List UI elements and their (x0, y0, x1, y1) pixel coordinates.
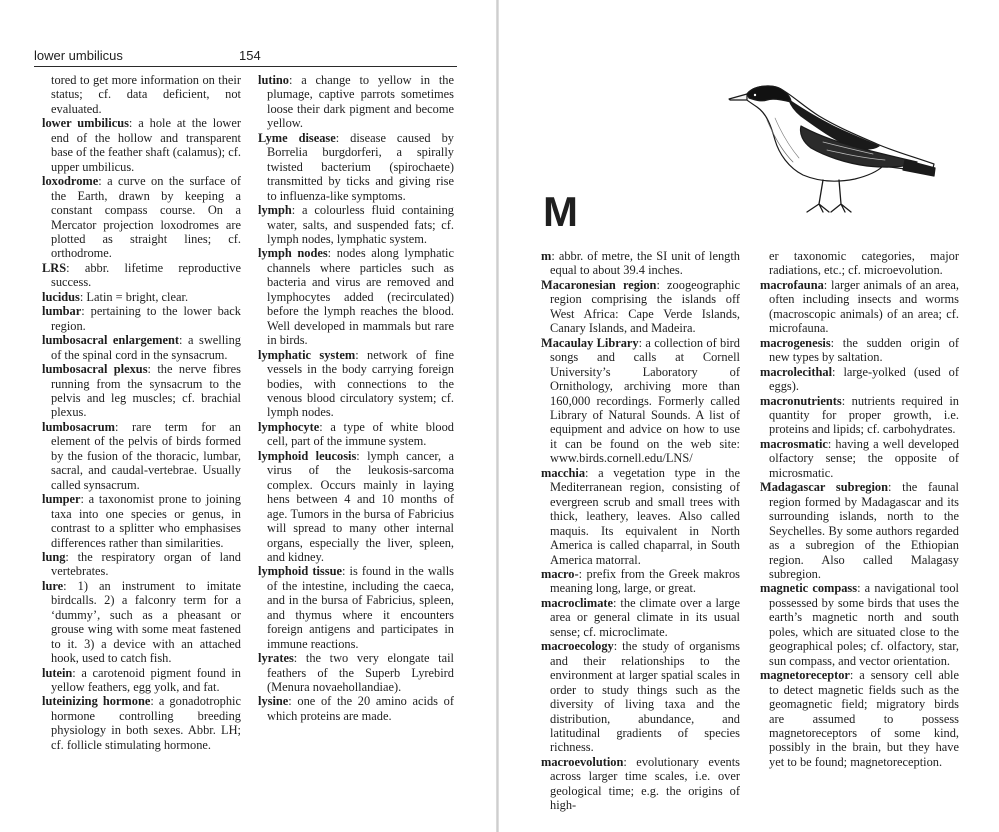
dictionary-entry (541, 249, 740, 278)
entry-headword: LRS (42, 260, 67, 275)
dictionary-entry (760, 668, 959, 769)
entry-definition: : a taxonomist prone to joining taxa into one species or genus, in contrast to a splitter who emphasises differences rather than similarities. (51, 492, 241, 550)
entry-headword: lung (42, 549, 66, 564)
entry-definition: er taxonomic categories, major radiations, etc.; cf. microevolution. (769, 249, 959, 278)
dictionary-entry (42, 73, 241, 116)
entry-headword: magnetoreceptor (760, 668, 850, 683)
right-column-1 (541, 249, 740, 813)
dictionary-entry (258, 73, 454, 131)
dictionary-entry (42, 261, 241, 290)
entry-definition: tored to get more information on their status; cf. data deficient, not evaluated. (51, 73, 241, 116)
dictionary-entry (760, 480, 959, 581)
running-head-headword: lower umbilicus (34, 48, 123, 63)
dictionary-entry (42, 694, 241, 752)
right-column-2 (760, 249, 959, 769)
entry-definition: : the sudden origin of new types by saltation. (769, 335, 959, 365)
dictionary-entry (760, 249, 959, 278)
entry-definition: : larger animals of an area, often including insects and worms (macroscopic animals) of an area; cf. microfauna. (769, 277, 959, 336)
dictionary-entry (760, 394, 959, 437)
dictionary-entry (42, 304, 241, 333)
section-letter: M (543, 188, 579, 235)
dictionary-entry (760, 278, 959, 336)
dictionary-entry (258, 131, 454, 203)
entry-headword: macronutrients (760, 393, 842, 408)
dictionary-entry (42, 333, 241, 362)
entry-definition: : a change to yellow in the plumage, captive parrots sometimes loose their dark pigment and become yellow. (267, 73, 454, 131)
entry-headword: lymphatic system (258, 347, 356, 362)
entry-definition: : the study of organisms and their relationships to the environment at larger spatial scales in order to study things such as the diversity of living taxa and the distribution, abundance, and latitudinal gradients of species richness. (550, 639, 740, 755)
entry-headword: lumper (42, 492, 81, 507)
entry-definition: : abbr. of metre, the SI unit of length equal to about 39.4 inches. (550, 249, 740, 278)
dictionary-entry (258, 246, 454, 347)
entry-definition: : rare term for an element of the pelvis of birds formed by the fusion of the thoracic, lumbar, sacral, and caudal-vertebrae. Usually called synsacrum. (51, 419, 241, 492)
dictionary-entry (42, 420, 241, 492)
entry-definition: : a navigational tool possessed by some birds that uses the earth’s magnetic north and south poles, which are situated close to the geographical poles; cf. olfactory, star, sun compass, and vector orientation. (769, 581, 959, 668)
left-page (0, 0, 496, 832)
dictionary-entry (42, 666, 241, 695)
dictionary-entry (258, 564, 454, 651)
entry-definition: : zoogeographic region comprising the islands off West Africa: Cape Verde Islands, Canary Islands, and Madeira. (550, 277, 740, 336)
entry-headword: macro- (541, 566, 579, 581)
entry-headword: macrosmatic (760, 436, 828, 451)
entry-headword: lumbar (42, 304, 82, 319)
entry-definition: : a gonadotrophic hormone controlling breeding physiology in both sexes. Abbr. LH; cf. follicle stimulating hormone. (51, 694, 242, 752)
entry-headword: lymphoid tissue (258, 564, 342, 579)
entry-headword: luteinizing hormone (42, 694, 151, 709)
entry-definition: : the nerve fibres running from the synsacrum to the pelvis and leg muscles; cf. brachial plexus. (51, 362, 241, 420)
dictionary-entry (541, 466, 740, 567)
running-head (34, 46, 457, 67)
dictionary-entry (760, 336, 959, 365)
entry-definition: : pertaining to the lower back region. (51, 304, 241, 333)
dictionary-entry (541, 755, 740, 813)
entry-headword: lower umbilicus (42, 116, 129, 131)
dictionary-entry (42, 550, 241, 579)
entry-headword: lymphocyte (258, 419, 320, 434)
dictionary-entry (258, 348, 454, 420)
dictionary-entry (42, 174, 241, 261)
entry-headword: macroevolution (541, 754, 624, 769)
dictionary-entry (541, 336, 740, 466)
dictionary-entry (42, 290, 241, 304)
entry-headword: lymph (258, 203, 292, 218)
entry-headword: lutino (258, 73, 289, 87)
entry-definition: : 1) an instrument to imitate birdcalls. 2) a falconry term for a ‘dummy’, such as a pheasant or grouse wing with some meat fastened to it. 3) a device with an attached hook, used to catch fish. (51, 578, 241, 666)
dictionary-entry (541, 278, 740, 336)
dictionary-entry (541, 639, 740, 755)
entry-definition: : disease caused by Borrelia burgdorferi, a spirally twisted bacterium (spirochaete) transmitted by ticks and giving rise to influenza-like symptoms. (267, 130, 454, 203)
dictionary-entry (258, 420, 454, 449)
entry-definition: : a type of white blood cell, part of the immune system. (267, 419, 454, 449)
entry-headword: lymphoid leucosis (258, 448, 357, 463)
entry-definition: : the climate over a large area or general climate in its usual sense; cf. microclimate. (550, 595, 740, 639)
entry-headword: Lyme disease (258, 130, 336, 145)
entry-headword: lucidus (42, 289, 80, 304)
dictionary-entry (42, 579, 241, 666)
entry-definition: : a curve on the surface of the Earth, drawn by keeping a constant compass course. On a Mercator projection loxodromes are plotted as straight lines; cf. orthodrome. (51, 174, 241, 261)
entry-headword: macrogenesis (760, 335, 831, 350)
entry-definition: : abbr. lifetime reproductive success. (51, 260, 241, 290)
entry-definition: : a hole at the lower end of the hollow and transparent base of the feather shaft (calamus); cf. upper umbilicus. (51, 116, 241, 174)
dictionary-entry (541, 596, 740, 639)
entry-definition: : lymph cancer, a virus of the leukosis-sarcoma complex. Occurs mainly in laying hens between 4 and 10 months of age. Tumors in the bursa of Fabricius will spread to many other internal organs, especially the liver, spleen, and kidney. (267, 448, 454, 564)
entry-headword: loxodrome (42, 174, 99, 189)
dictionary-entry (258, 694, 454, 723)
entry-definition: : is found in the walls of the intestine, including the caeca, and in the bursa of Fabricius, spleen, and thymus where it encounters foreign antigens and participates in immune reactions. (267, 564, 454, 651)
entry-definition: : a sensory cell able to detect magnetic fields such as the geomagnetic field; migratory birds are assumed to possess magnetoreceptors of some kind, possibly in the brain, but they have yet to be found; magnetoreception. (769, 668, 959, 769)
entry-headword: lyrates (258, 651, 294, 666)
dictionary-entry (760, 437, 959, 480)
entry-headword: macrofauna (760, 277, 824, 292)
entry-definition: : large-yolked (used of eggs). (769, 364, 959, 394)
entry-definition: : nutrients required in quantity for proper growth, i.e. proteins and lipids; cf. carbohydrates. (769, 393, 959, 437)
entry-definition: : Latin = bright, clear. (79, 289, 189, 304)
entry-definition: : the two very elongate tail feathers of the Superb Lyrebird (Menura novaehollandiae). (267, 651, 454, 695)
entry-definition: : the respiratory organ of land vertebrates. (51, 549, 241, 579)
bird-illustration-icon (727, 80, 939, 220)
entry-definition: : the faunal region formed by Madagascar and its surrounding islands, north to the Seychelles. By some authors regarded as a subregion of the Ethiopian region. Also called Malagasy subregion. (769, 480, 959, 581)
entry-definition: : network of fine vessels in the body carrying foreign bodies, with connections to the venous blood circulatory system; cf. lymph nodes. (267, 347, 454, 420)
entry-definition: : a swelling of the spinal cord in the synsacrum. (51, 333, 241, 362)
entry-headword: lure (42, 578, 64, 593)
left-column-2 (258, 73, 454, 723)
entry-definition: : evolutionary events across larger time scales, i.e. over geological time; e.g. the origins of high- (550, 754, 740, 813)
entry-headword: Macaronesian region (541, 277, 657, 292)
left-column-1 (42, 73, 241, 752)
entry-headword: lumbosacral plexus (42, 362, 148, 377)
dictionary-entry (42, 362, 241, 420)
entry-headword: Madagascar subregion (760, 480, 888, 495)
entry-definition: : a vegetation type in the Mediterranean region, consisting of evergreen scrub and small trees with thick, leathery, leaves. Also called maquis. Its equivalent in North America is called chaparral, in South America matorral. (550, 465, 740, 567)
entry-headword: lumbosacral enlargement (42, 333, 179, 348)
entry-definition: : prefix from the Greek makros meaning long, large, or great. (550, 566, 740, 596)
entry-definition: : one of the 20 amino acids of which proteins are made. (267, 694, 454, 723)
entry-headword: macrolecithal (760, 364, 833, 379)
entry-headword: lumbosacrum (42, 419, 115, 434)
entry-headword: lysine (258, 694, 289, 709)
dictionary-entry (541, 567, 740, 596)
entry-headword: Macaulay Library (541, 335, 639, 350)
entry-headword: lymph nodes (258, 246, 328, 261)
dictionary-entry (258, 651, 454, 694)
dictionary-entry (258, 203, 454, 246)
entry-headword: macchia (541, 465, 586, 480)
entry-definition: : a colourless fluid containing water, salts, and suspended fats; cf. lymph nodes, lymphatic system. (267, 203, 454, 246)
dictionary-entry (42, 116, 241, 174)
entry-definition: : nodes along lymphatic channels where particles such as bacteria and virus are removed and lymphocytes added (recirculated) before the lymph reaches the blood. Well developed in mammals but rare in birds. (267, 246, 454, 348)
right-page (499, 0, 999, 832)
page-number: 154 (239, 48, 261, 63)
entry-headword: macroclimate (541, 595, 614, 610)
entry-headword: magnetic compass (760, 581, 858, 596)
entry-definition: : having a well developed olfactory sense; the opposite of microsmatic. (769, 436, 959, 480)
dictionary-entry (258, 449, 454, 565)
entry-headword: lutein (42, 665, 73, 680)
entry-headword: macroecology (541, 639, 614, 654)
dictionary-entry (42, 492, 241, 550)
entry-definition: : a carotenoid pigment found in yellow feathers, egg yolk, and fat. (51, 665, 241, 695)
dictionary-entry (760, 581, 959, 668)
entry-headword: m (541, 249, 552, 263)
dictionary-entry (760, 365, 959, 394)
entry-definition: : a collection of bird songs and calls at Cornell University’s Laboratory of Ornithology, archiving more than 160,000 recordings. Formerly called Library of Natural Sounds. A list of equipment and advice on how to use it can be found on the web site: www.birds.cornell.edu/LNS/ (550, 335, 740, 466)
